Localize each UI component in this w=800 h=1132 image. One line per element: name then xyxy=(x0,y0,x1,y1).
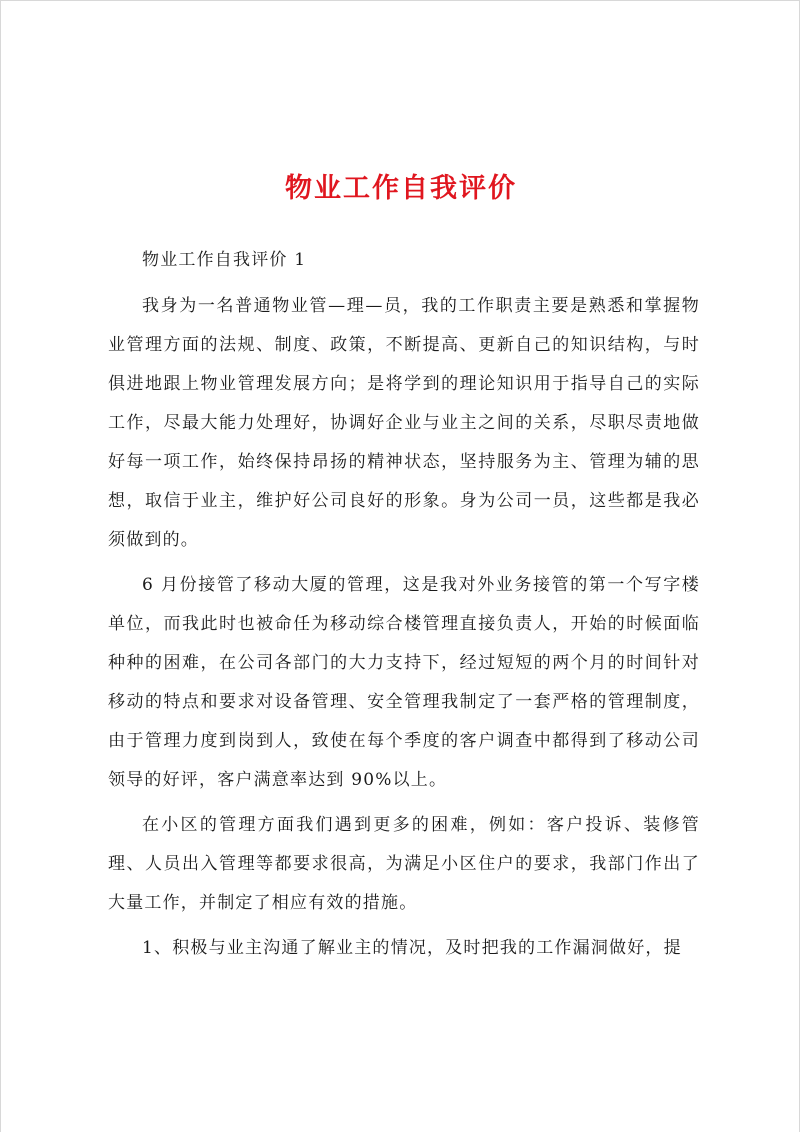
paragraph: 6 月份接管了移动大厦的管理，这是我对外业务接管的第一个写字楼单位，而我此时也被命任为移动综合楼管理直接负责人，开始的时候面临种种的困难，在公司各部门的大力支持下，经过短短的两个月的时间针对移动的特点和要求对设备管理、安全管理我制定了一套严格的管理制度，由于管理力度到岗到人，致使在每个季度的客户调查中都得到了移动公司领导的好评，客户满意率达到 90%以上。 xyxy=(108,575,700,790)
document-title: 物业工作自我评价 xyxy=(285,173,517,204)
document-body xyxy=(108,241,700,974)
paragraph: 在小区的管理方面我们遇到更多的困难，例如：客户投诉、装修管理、人员出入管理等都要求很高，为满足小区住户的要求，我部门作出了大量工作，并制定了相应有效的措施。 xyxy=(108,815,700,913)
section-heading: 物业工作自我评价 1 xyxy=(142,250,307,270)
paragraph: 我身为一名普通物业管—理—员，我的工作职责主要是熟悉和掌握物业管理方面的法规、制度、政策，不断提高、更新自己的知识结构，与时俱进地跟上物业管理发展方向；是将学到的理论知识用于指导自己的实际工作，尽最大能力处理好，协调好企业与业主之间的关系，尽职尽责地做好每一项工作，始终保持昂扬的精神状态，坚持服务为主、管理为辅的思想，取信于业主，维护好公司良好的形象。身为公司一员，这些都是我必须做到的。 xyxy=(108,296,700,550)
paragraph: 1、积极与业主沟通了解业主的情况，及时把我的工作漏洞做好，提 xyxy=(142,938,682,958)
